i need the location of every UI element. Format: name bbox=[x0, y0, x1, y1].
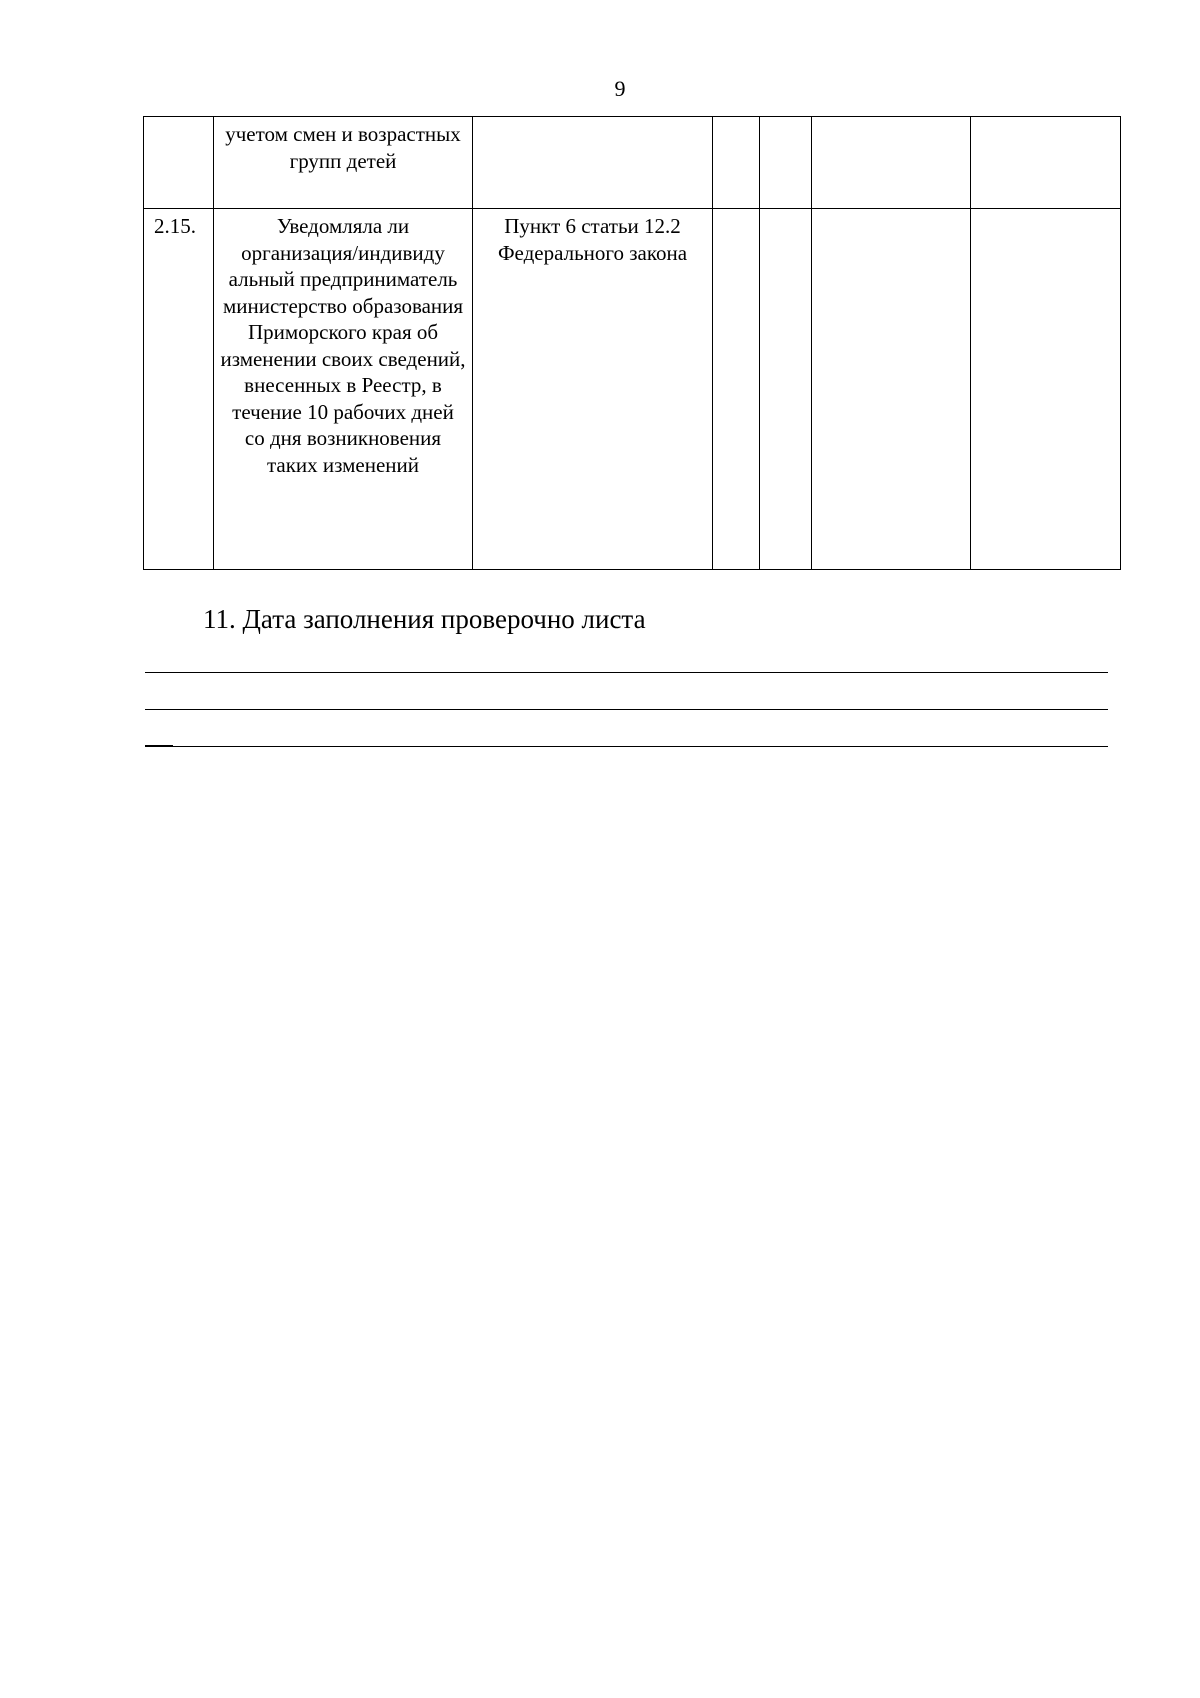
section-heading: 11. Дата заполнения проверочно листа bbox=[203, 604, 646, 634]
fill-in-line-tick bbox=[145, 745, 173, 747]
note-cell[interactable] bbox=[971, 209, 1121, 570]
row-number-cell bbox=[144, 117, 214, 209]
checklist-table bbox=[143, 116, 1121, 570]
legal-reference-cell bbox=[473, 117, 713, 209]
note-cell[interactable] bbox=[971, 117, 1121, 209]
answer-not-applicable-cell[interactable] bbox=[812, 117, 971, 209]
fill-in-line bbox=[145, 709, 1108, 710]
page-number: 9 bbox=[614, 76, 626, 101]
legal-reference-cell: Пункт 6 статьи 12.2 Федерального закона bbox=[473, 209, 713, 570]
fill-in-line bbox=[145, 672, 1108, 673]
answer-yes-cell[interactable] bbox=[713, 117, 760, 209]
fill-in-line bbox=[145, 746, 1108, 747]
row-number-cell: 2.15. bbox=[144, 209, 214, 570]
requirement-cell: учетом смен и возрастных групп детей bbox=[214, 117, 473, 209]
table-row bbox=[144, 209, 1121, 570]
answer-no-cell[interactable] bbox=[760, 209, 812, 570]
table-row bbox=[144, 117, 1121, 209]
requirement-cell: Уведомляла ли организация/индивиду альный предприниматель министерство образования Приморского края об изменении своих сведений, внесенных в Реестр, в течение 10 рабочих дней со дня возникновения таких изменений bbox=[214, 209, 473, 570]
answer-no-cell[interactable] bbox=[760, 117, 812, 209]
answer-yes-cell[interactable] bbox=[713, 209, 760, 570]
answer-not-applicable-cell[interactable] bbox=[812, 209, 971, 570]
